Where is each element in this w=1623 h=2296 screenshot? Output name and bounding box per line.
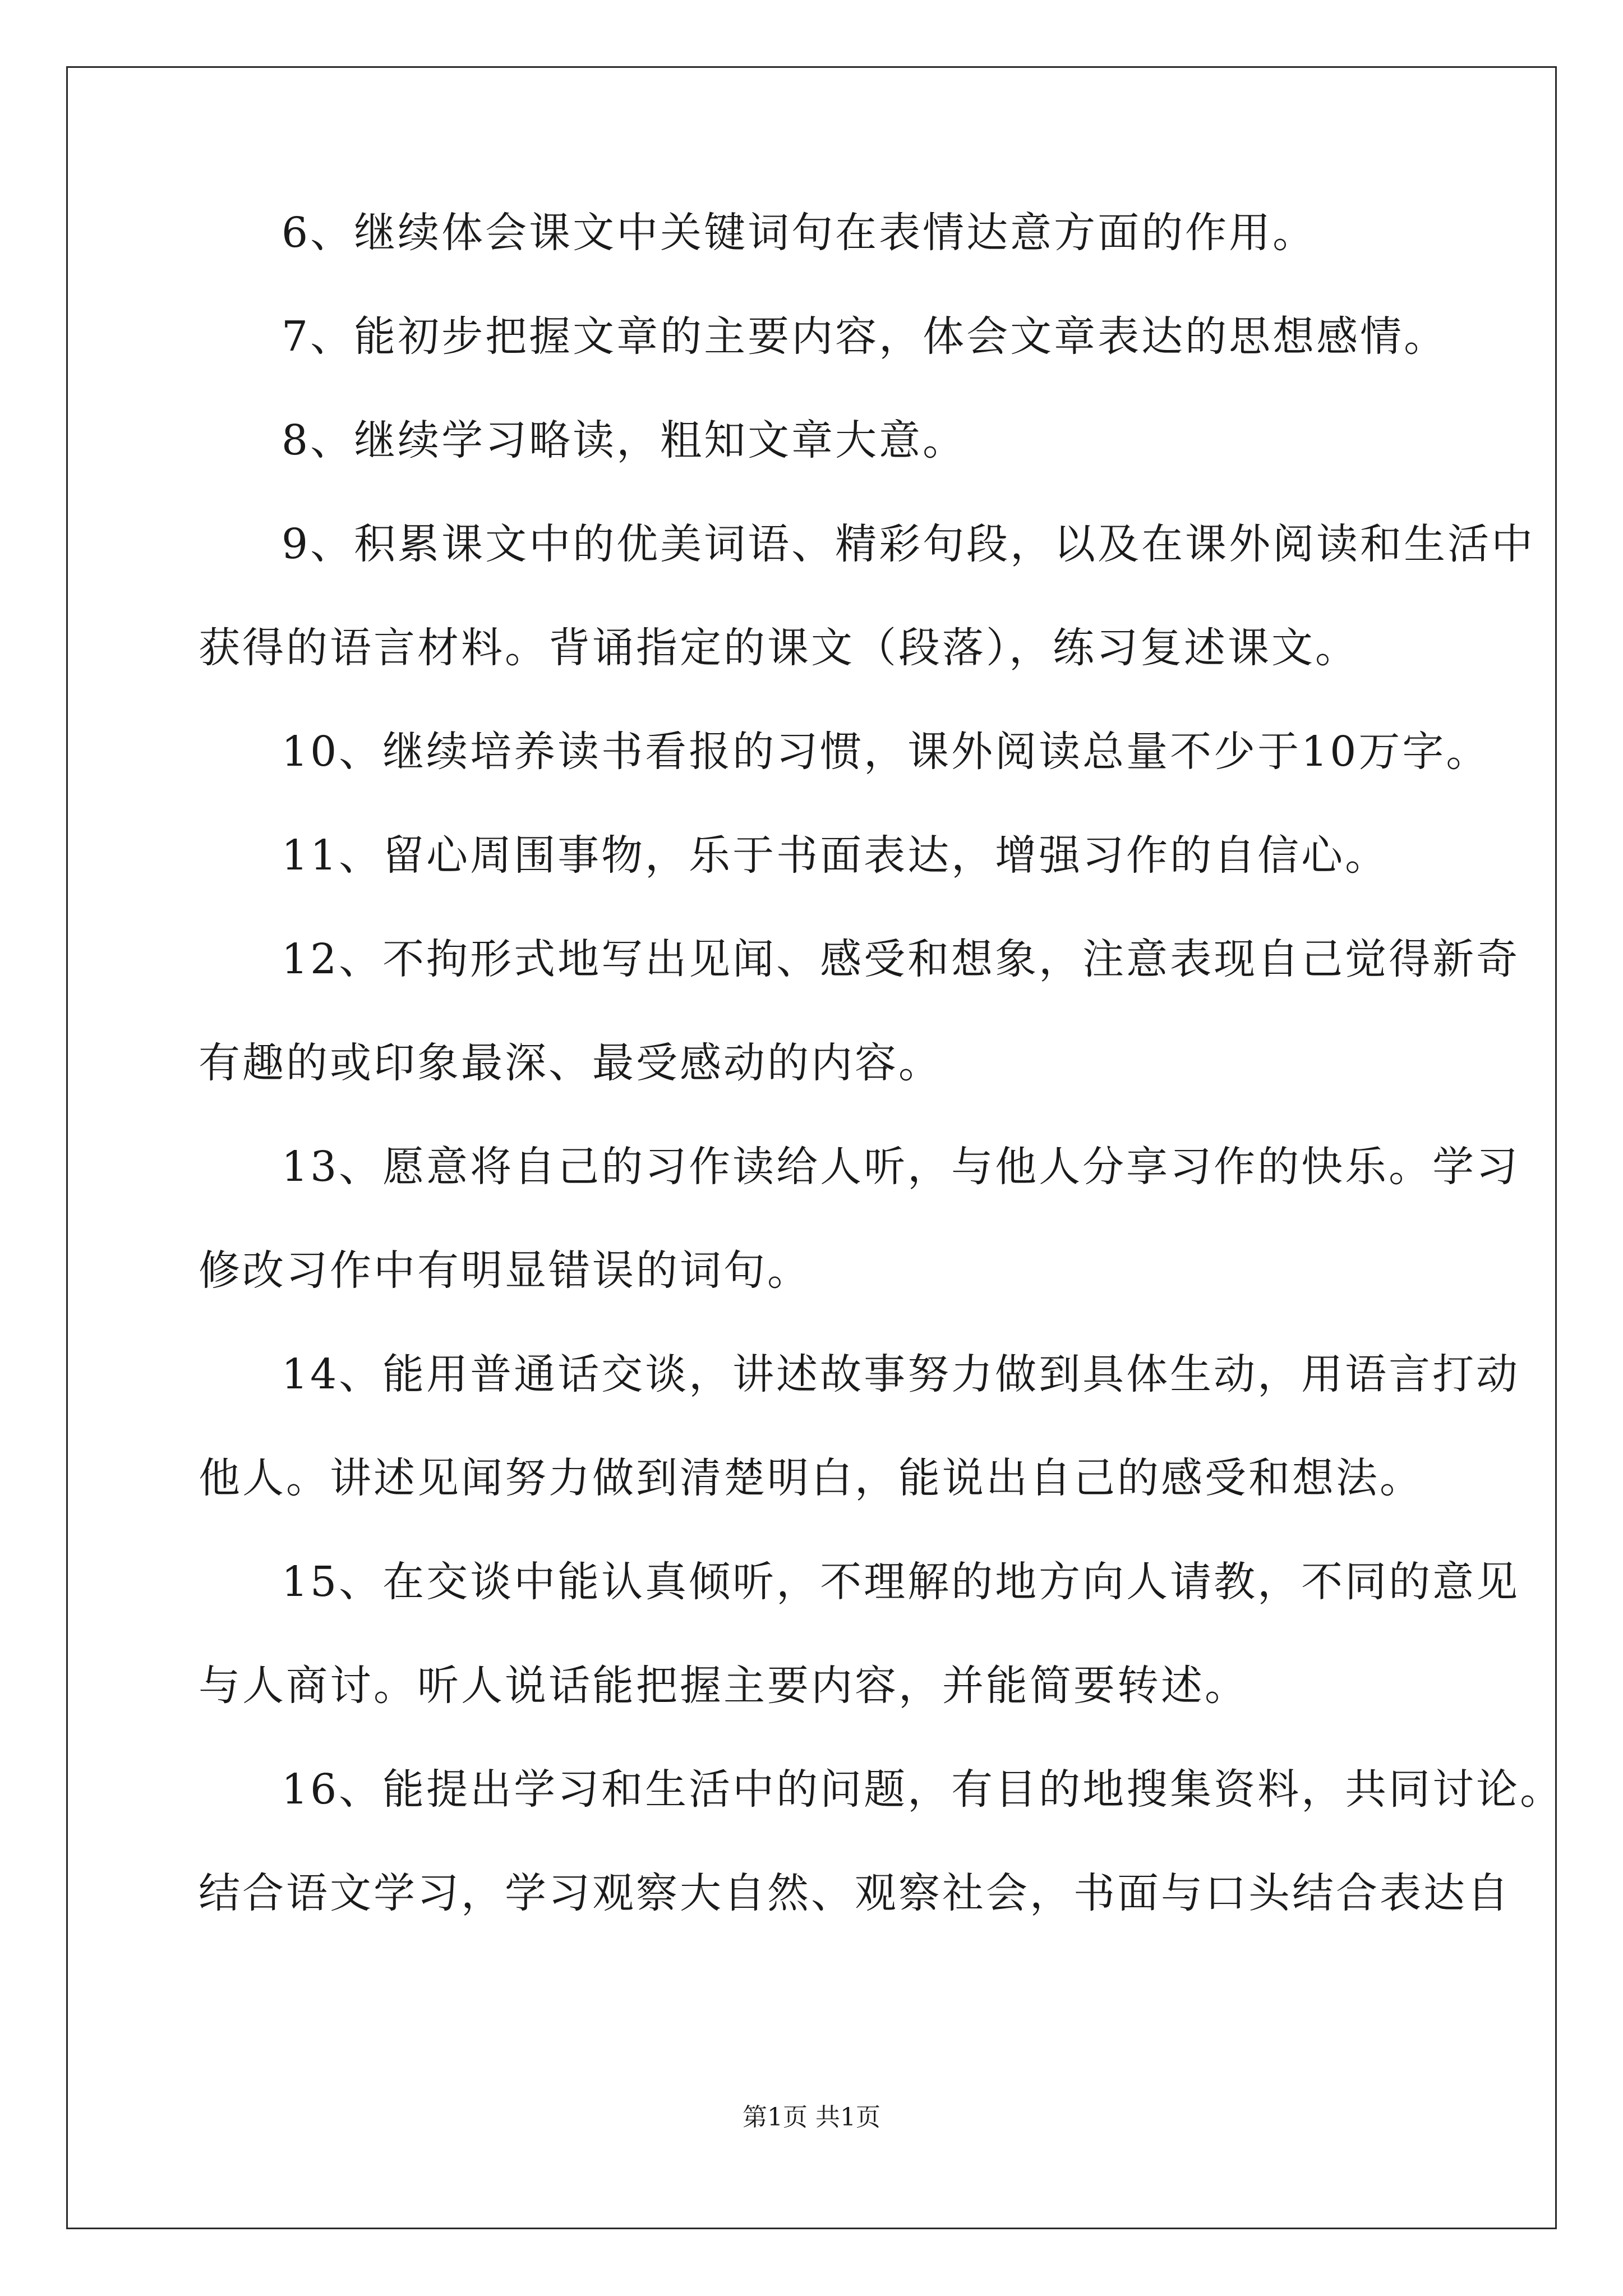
text-line: 8、继续学习略读，粗知文章大意。	[282, 416, 967, 464]
text-line: 结合语文学习，学习观察大自然、观察社会，书面与口头结合表达自	[199, 1869, 1511, 1917]
text-line: 与人商讨。听人说话能把握主要内容，并能简要转述。	[199, 1662, 1248, 1710]
text-line: 13、愿意将自己的习作读给人听，与他人分享习作的快乐。学习	[282, 1143, 1520, 1191]
text-line: 16、能提出学习和生活中的问题，有目的地搜集资料，共同讨论。	[282, 1765, 1564, 1814]
text-line: 15、在交谈中能认真倾听，不理解的地方向人请教，不同的意见	[282, 1558, 1520, 1606]
text-line: 7、能初步把握文章的主要内容，体会文章表达的思想感情。	[282, 312, 1448, 361]
text-line: 9、积累课文中的优美词语、精彩句段，以及在课外阅读和生活中	[282, 520, 1536, 568]
text-line: 6、继续体会课文中关键词句在表情达意方面的作用。	[282, 209, 1317, 257]
text-line: 12、不拘形式地写出见闻、感受和想象，注意表现自己觉得新奇	[282, 935, 1520, 983]
text-line: 11、留心周围事物，乐于书面表达，增强习作的自信心。	[282, 831, 1389, 880]
text-line: 有趣的或印象最深、最受感动的内容。	[199, 1039, 942, 1087]
text-line: 获得的语言材料。背诵指定的课文（段落），练习复述课文。	[199, 624, 1359, 672]
text-line: 他人。讲述见闻努力做到清楚明白，能说出自己的感受和想法。	[199, 1454, 1423, 1502]
text-line: 14、能用普通话交谈，讲述故事努力做到具体生动，用语言打动	[282, 1350, 1520, 1398]
page-footer: 第1页 共1页	[743, 2103, 880, 2132]
text-line: 修改习作中有明显错误的词句。	[199, 1246, 811, 1295]
text-line: 10、继续培养读书看报的习惯，课外阅读总量不少于10万字。	[282, 728, 1490, 776]
